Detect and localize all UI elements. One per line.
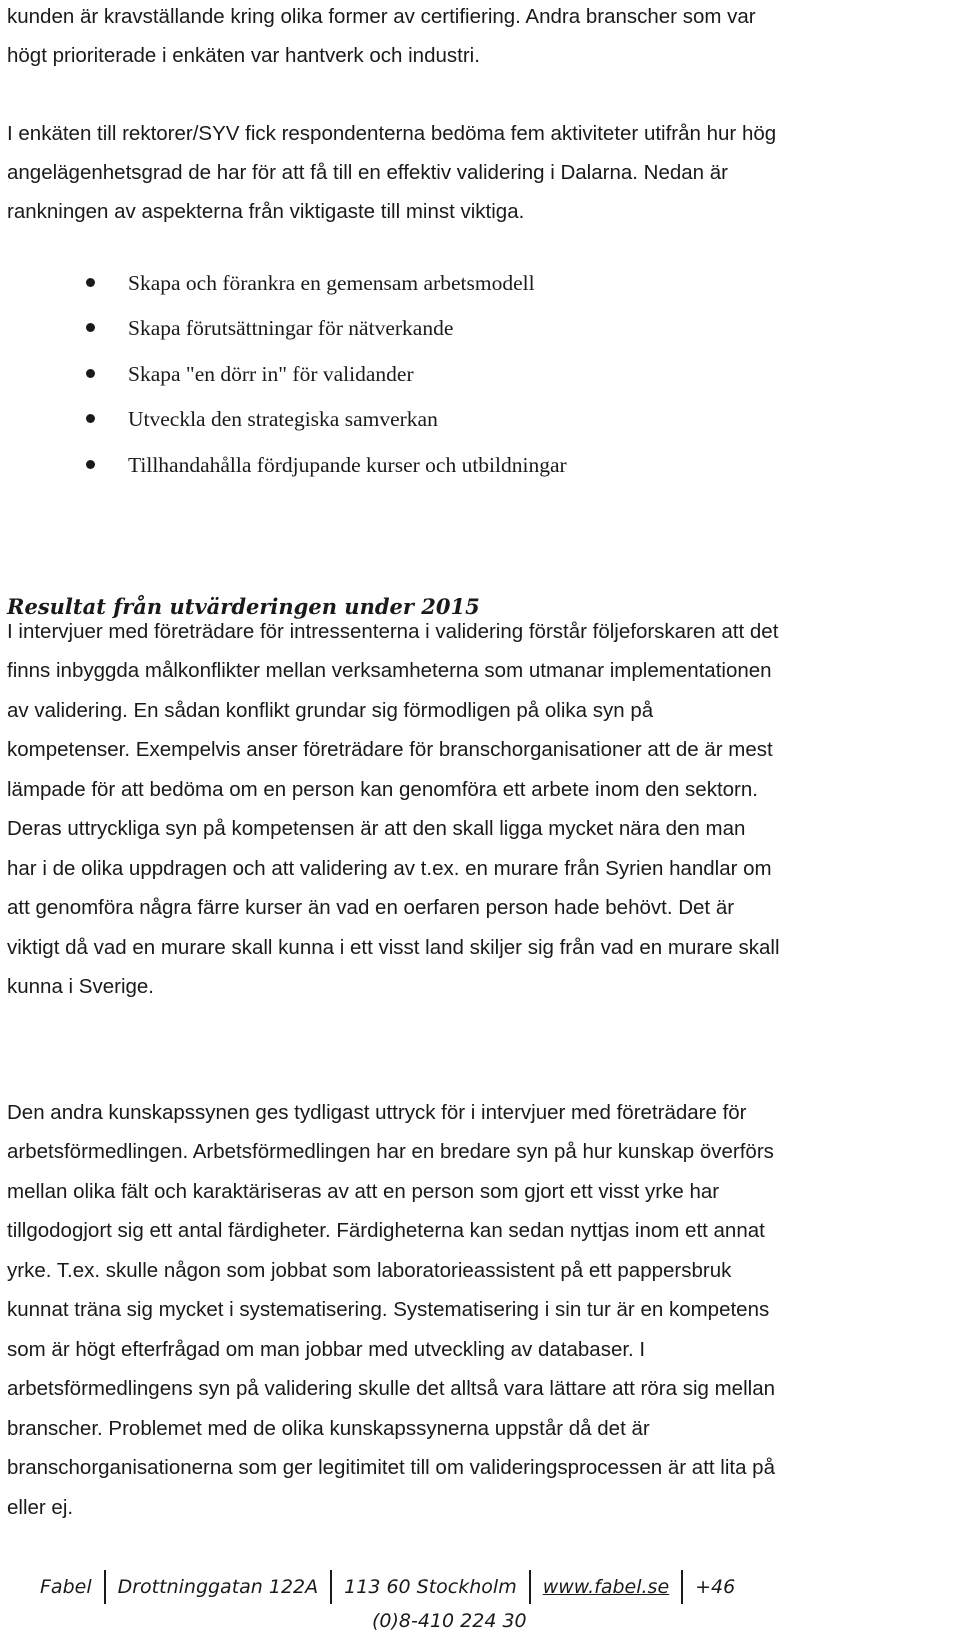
- text-line: I enkäten till rektorer/SYV fick respondenterna bedöma fem aktiviteter utifrån hur hög: [7, 122, 777, 145]
- footer-phone: (0)8-410 224 30: [372, 1610, 527, 1632]
- text-line: tillgodogjort sig ett antal färdigheter. Färdigheterna kan sedan nyttjas inom ett annat: [7, 1219, 765, 1242]
- section-heading: Resultat från utvärderingen under 2015: [7, 594, 480, 619]
- footer-street: Drottninggatan 122A: [117, 1576, 319, 1598]
- bullet-icon: [86, 369, 95, 378]
- footer-phone-prefix: +46: [695, 1576, 736, 1598]
- footer-city: 113 60 Stockholm: [344, 1576, 517, 1598]
- list-item-text: Skapa "en dörr in" för validander: [128, 362, 414, 386]
- text-line: av validering. En sådan konflikt grundar sig förmodligen på olika syn på: [7, 699, 654, 722]
- list-item-text: Skapa förutsättningar för nätverkande: [128, 316, 454, 340]
- list-item: [0, 450, 960, 480]
- footer-divider: [681, 1570, 683, 1604]
- bullet-icon: [86, 460, 95, 469]
- text-line: finns inbyggda målkonflikter mellan verksamheterna som utmanar implementationen: [7, 659, 772, 682]
- list-item: [0, 404, 960, 434]
- text-line: kompetenser. Exempelvis anser företrädare för branschorganisationer att de är mest: [7, 738, 773, 761]
- text-line: branscher. Problemet med de olika kunskapssynerna uppstår då det är: [7, 1417, 650, 1440]
- text-line: eller ej.: [7, 1496, 74, 1519]
- footer-contact-row: [40, 1570, 735, 1604]
- text-line: att genomföra några färre kurser än vad en oerfaren person hade behövt. Det är: [7, 896, 735, 919]
- footer-divider: [104, 1570, 106, 1604]
- text-line: mellan olika fält och karaktäriseras av att en person som gjort ett visst yrke har: [7, 1180, 720, 1203]
- text-line: lämpade för att bedöma om en person kan genomföra ett arbete inom den sektorn.: [7, 778, 758, 801]
- list-item-text: Utveckla den strategiska samverkan: [128, 407, 438, 431]
- text-line: arbetsförmedlingens syn på validering skulle det alltså vara lättare att röra sig mellan: [7, 1377, 775, 1400]
- text-line: kunden är kravställande kring olika former av certifiering. Andra branscher som var: [7, 5, 756, 28]
- footer-company: Fabel: [40, 1576, 92, 1598]
- footer-divider: [330, 1570, 332, 1604]
- text-line: Den andra kunskapssynen ges tydligast uttryck för i intervjuer med företrädare för: [7, 1101, 747, 1124]
- text-line: har i de olika uppdragen och att validering av t.ex. en murare från Syrien handlar om: [7, 857, 772, 880]
- text-line: angelägenhetsgrad de har för att få till en effektiv validering i Dalarna. Nedan är: [7, 161, 728, 184]
- footer-divider: [529, 1570, 531, 1604]
- bullet-icon: [86, 278, 95, 287]
- text-line: rankningen av aspekterna från viktigaste till minst viktiga.: [7, 200, 525, 223]
- text-line: branschorganisationerna som ger legitimitet till om valideringsprocessen är att lita på: [7, 1456, 775, 1479]
- list-item-text: Skapa och förankra en gemensam arbetsmodell: [128, 271, 535, 295]
- bullet-icon: [86, 414, 95, 423]
- text-line: kunnat träna sig mycket i systematisering. Systematisering i sin tur är en kompetens: [7, 1298, 770, 1321]
- footer-website-link[interactable]: www.fabel.se: [542, 1576, 670, 1598]
- bullet-icon: [86, 323, 95, 332]
- list-item: [0, 359, 960, 389]
- text-line: arbetsförmedlingen. Arbetsförmedlingen har en bredare syn på hur kunskap överförs: [7, 1140, 774, 1163]
- text-line: yrke. T.ex. skulle någon som jobbat som laboratorieassistent på ett pappersbruk: [7, 1259, 732, 1282]
- text-line: kunna i Sverige.: [7, 975, 155, 998]
- list-item-text: Tillhandahålla fördjupande kurser och utbildningar: [128, 453, 567, 477]
- text-line: viktigt då vad en murare skall kunna i ett visst land skiljer sig från vad en murare skall: [7, 936, 780, 959]
- text-line: högt prioriterade i enkäten var hantverk och industri.: [7, 44, 480, 67]
- list-item: [0, 313, 960, 343]
- text-line: I intervjuer med företrädare för intressenterna i validering förstår följeforskaren att det: [7, 620, 779, 643]
- text-line: som är högt efterfrågad om man jobbar med utveckling av databaser. I: [7, 1338, 646, 1361]
- text-line: Deras uttryckliga syn på kompetensen är att den skall ligga mycket nära den man: [7, 817, 746, 840]
- list-item: [0, 268, 960, 298]
